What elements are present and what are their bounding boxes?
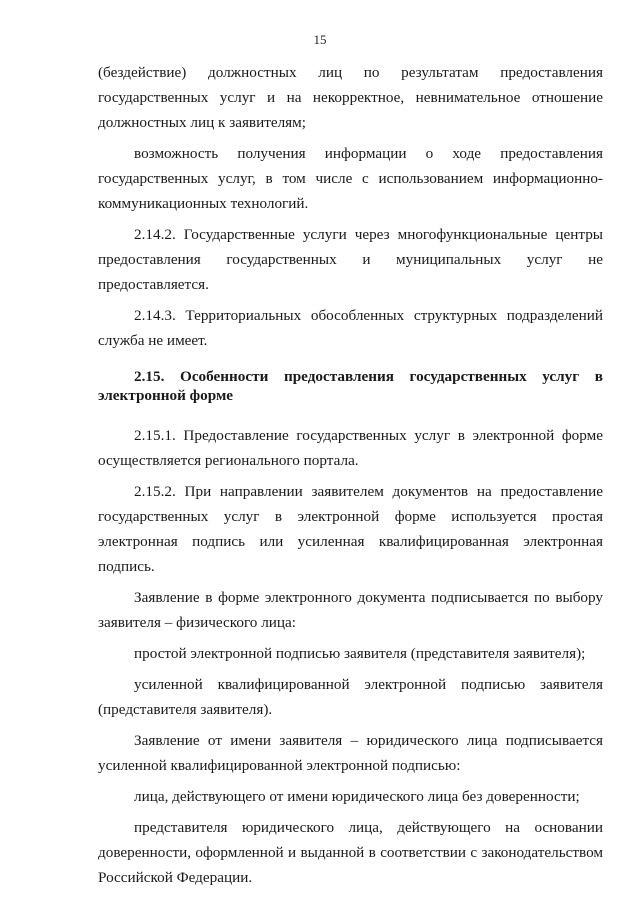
paragraph-without-power-of-attorney: лица, действующего от имени юридического лица без доверенности; (134, 788, 580, 805)
paragraph-2-14-3: 2.14.3. Территориальных обособленных структурных подразделений служба не имеет. (98, 307, 603, 349)
paragraph-complaint-end: (бездействие) должностных лиц по результатам предоставления государственных услуг и на некорректное, невнимательное отношение должностных лиц к заявителям; (98, 64, 603, 131)
paragraph-qualified-signature: усиленной квалифицированной электронной подписью заявителя (представителя заявителя). (98, 676, 603, 718)
document-body (98, 60, 603, 896)
section-heading-2-15: 2.15. Особенности предоставления государственных услуг в электронной форме (98, 368, 603, 404)
paragraph-2-14-2: 2.14.2. Государственные услуги через многофункциональные центры предоставления государственных и муниципальных услуг не предоставляется. (98, 226, 603, 293)
page-number: 15 (313, 32, 327, 47)
paragraph-individual-signature: Заявление в форме электронного документа подписывается по выбору заявителя – физического лица: (98, 589, 603, 631)
paragraph-legal-entity-signature: Заявление от имени заявителя – юридического лица подписывается усиленной квалифицированной электронной подписью: (98, 732, 603, 774)
paragraph-representative: представителя юридического лица, действующего на основании доверенности, оформленной и выданной в соответствии с законодательством Российской Федерации. (98, 819, 603, 886)
paragraph-2-15-1: 2.15.1. Предоставление государственных услуг в электронной форме осуществляется регионального портала. (98, 427, 603, 469)
paragraph-2-15-2: 2.15.2. При направлении заявителем документов на предоставление государственных услуг в электронной форме используется простая электронная подпись или усиленная квалифицированная электронная подпись. (98, 483, 603, 575)
paragraph-info-possibility: возможность получения информации о ходе предоставления государственных услуг, в том числе с использованием информационно-коммуникационных технологий. (98, 145, 603, 212)
paragraph-simple-signature: простой электронной подписью заявителя (представителя заявителя); (134, 645, 586, 662)
